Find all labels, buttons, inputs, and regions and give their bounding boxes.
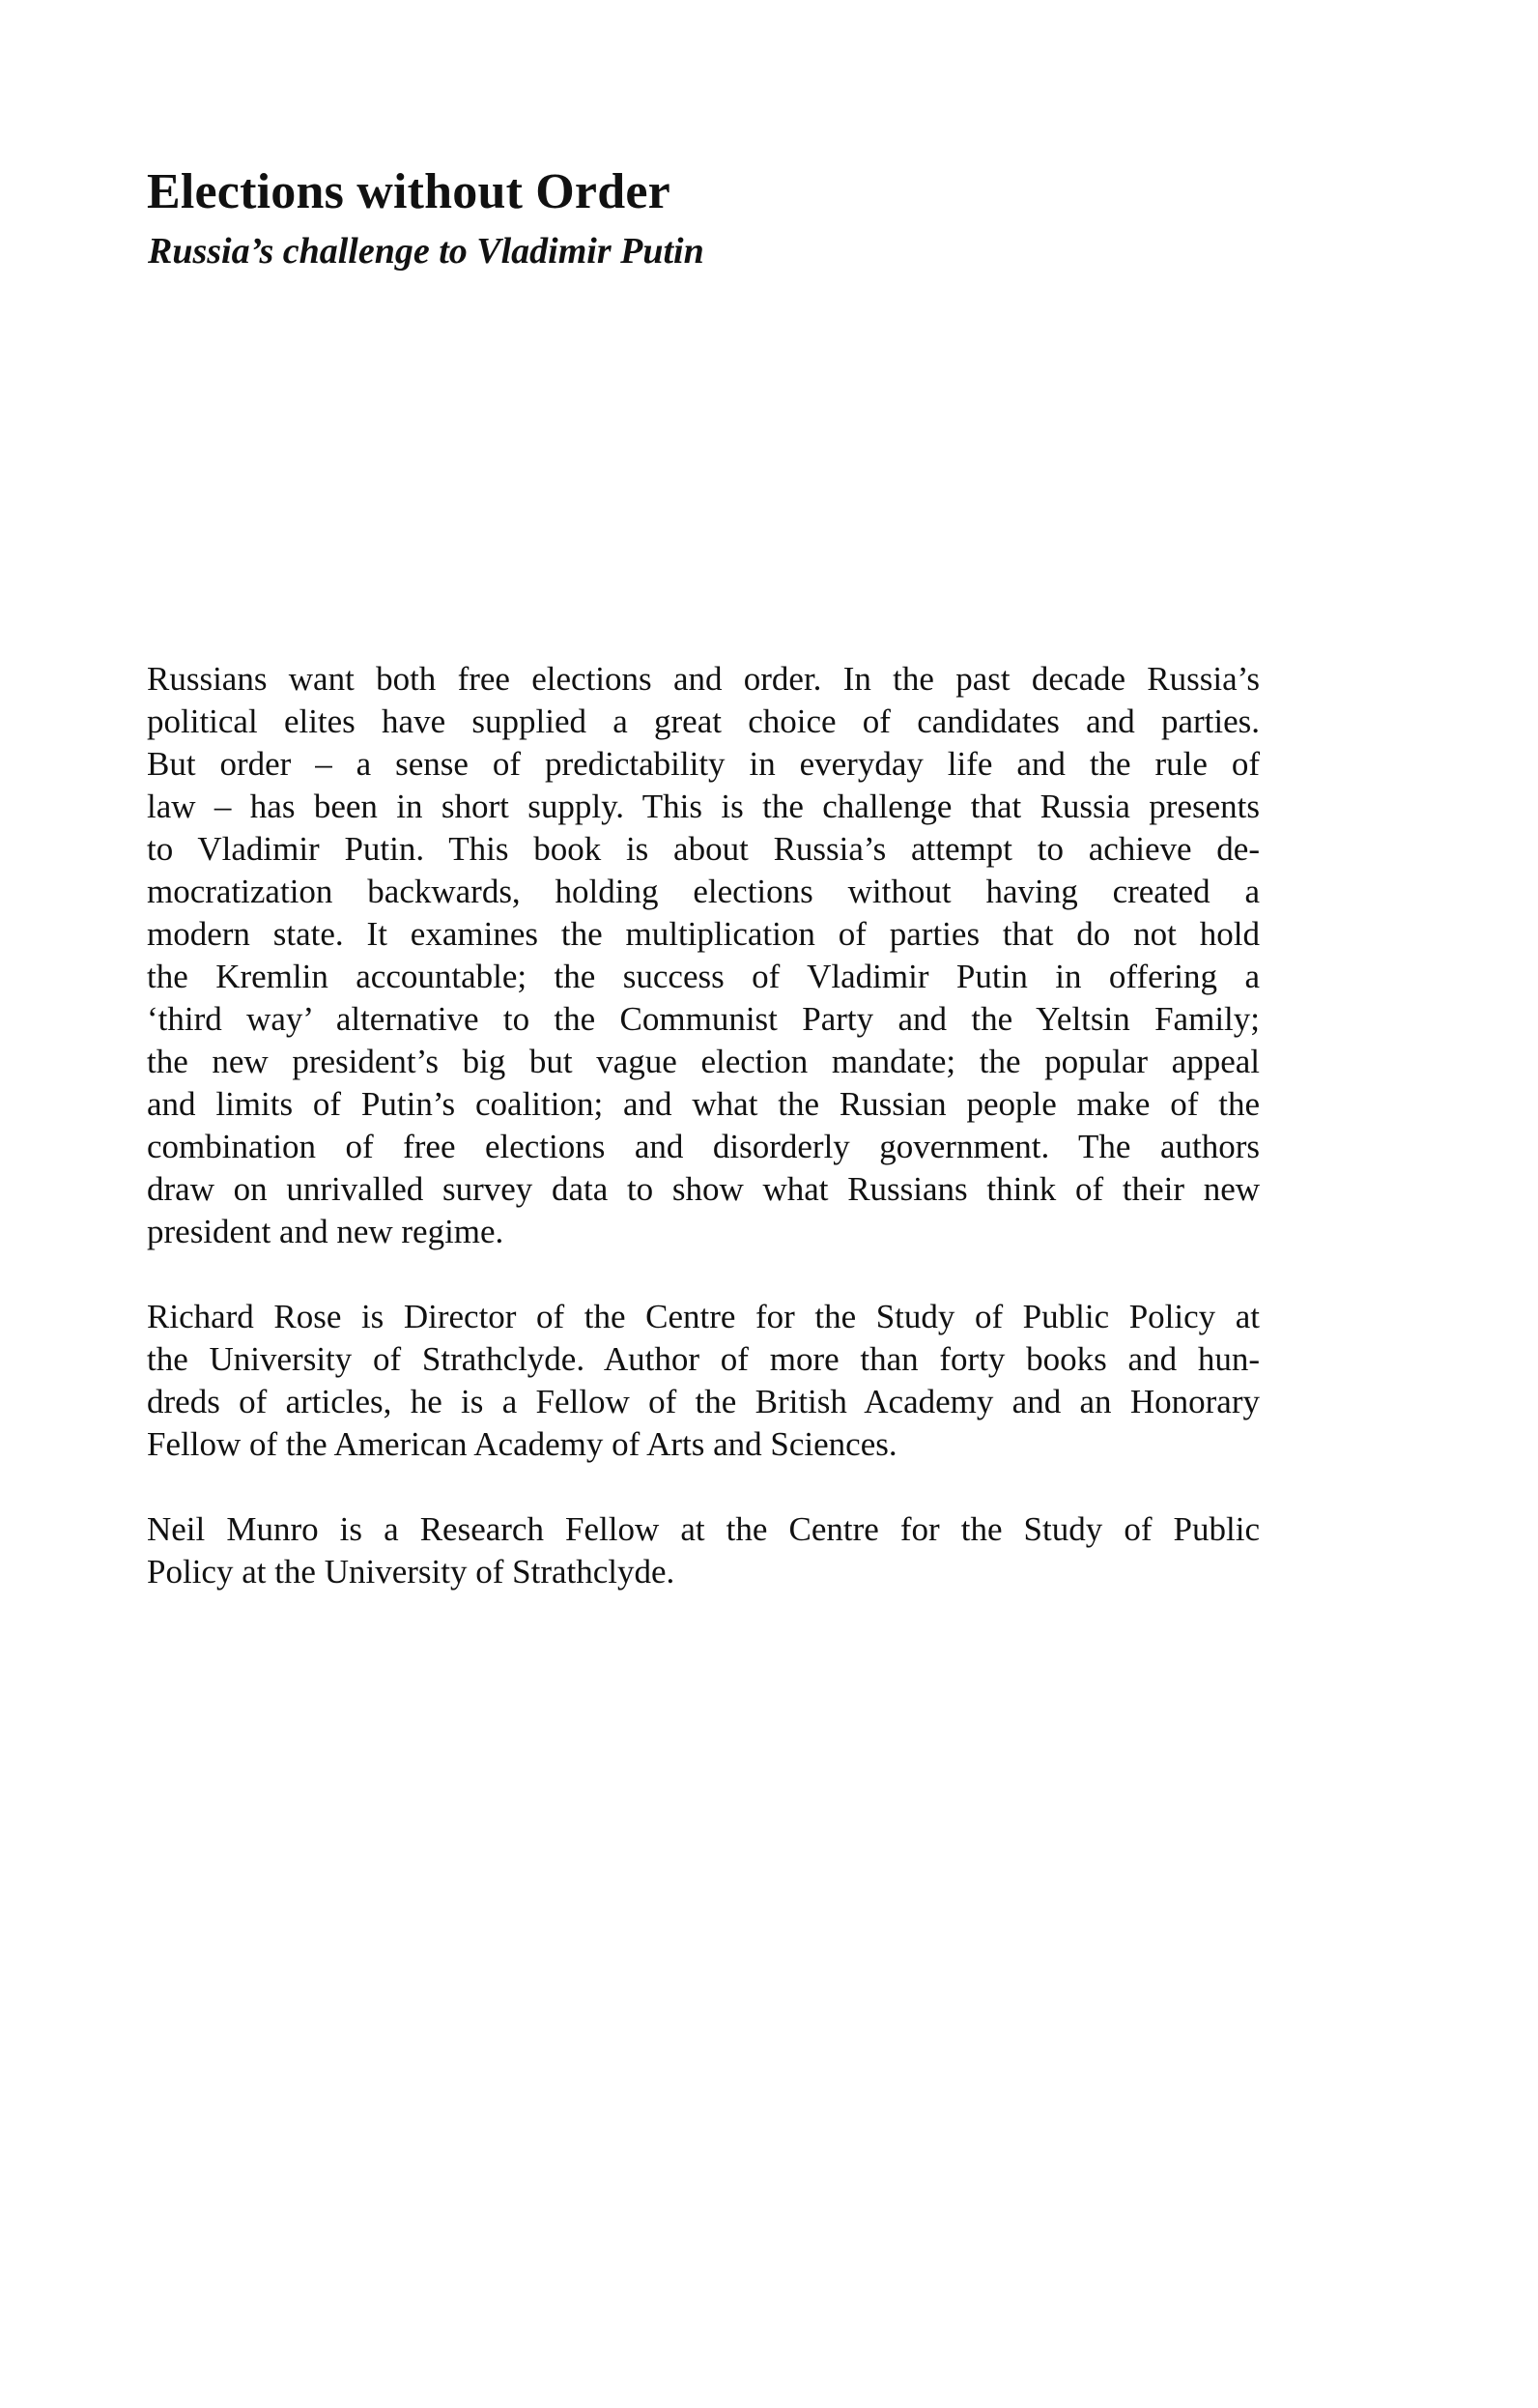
text-line: Policy at the University of Strathclyde.	[147, 1553, 675, 1591]
text-line: mocratization backwards, holding elections without having created a	[147, 873, 1260, 910]
text-line: dreds of articles, he is a Fellow of the British Academy and an Honorary	[147, 1383, 1260, 1420]
text-line: the new president’s big but vague election mandate; the popular appeal	[147, 1043, 1260, 1080]
author-bio-neil-munro	[147, 1508, 1260, 1593]
text-line: political elites have supplied a great choice of candidates and parties.	[147, 702, 1260, 740]
book-subtitle: Russia’s challenge to Vladimir Putin	[148, 231, 704, 272]
text-line: the Kremlin accountable; the success of Vladimir Putin in offering a	[147, 958, 1260, 995]
text-line: to Vladimir Putin. This book is about Russia’s attempt to achieve de-	[147, 830, 1260, 868]
blurb-paragraph	[147, 658, 1260, 1253]
text-line: Richard Rose is Director of the Centre for the Study of Public Policy at	[147, 1298, 1260, 1335]
text-line: ‘third way’ alternative to the Communist Party and the Yeltsin Family;	[147, 1000, 1260, 1038]
author-bio-richard-rose	[147, 1296, 1260, 1466]
text-line: Fellow of the American Academy of Arts and Sciences.	[147, 1425, 897, 1463]
text-line: modern state. It examines the multiplication of parties that do not hold	[147, 915, 1260, 953]
text-line: the University of Strathclyde. Author of more than forty books and hun-	[147, 1340, 1260, 1378]
text-line: and limits of Putin’s coalition; and what the Russian people make of the	[147, 1085, 1260, 1123]
text-line: Neil Munro is a Research Fellow at the Centre for the Study of Public	[147, 1510, 1260, 1548]
book-title: Elections without Order	[147, 164, 670, 219]
text-line: law – has been in short supply. This is the challenge that Russia presents	[147, 788, 1260, 825]
text-line: But order – a sense of predictability in everyday life and the rule of	[147, 745, 1260, 783]
text-line: draw on unrivalled survey data to show what Russians think of their new	[147, 1170, 1260, 1208]
text-line: Russians want both free elections and order. In the past decade Russia’s	[147, 660, 1260, 698]
text-line: president and new regime.	[147, 1213, 504, 1250]
text-line: combination of free elections and disorderly government. The authors	[147, 1128, 1260, 1165]
